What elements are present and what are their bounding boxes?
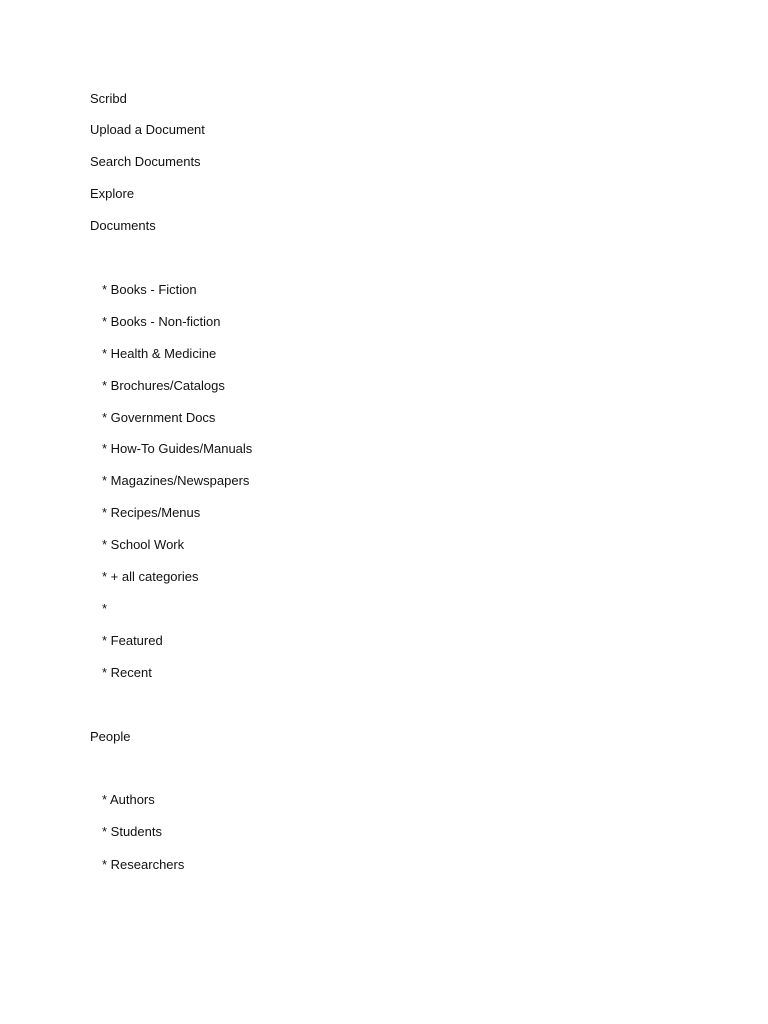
people-researchers-link[interactable]: * Researchers xyxy=(102,857,185,872)
category-all-categories[interactable]: * + all categories xyxy=(102,569,199,584)
upload-document-link[interactable]: Upload a Document xyxy=(90,122,205,137)
category-brochures-catalogs[interactable]: * Brochures/Catalogs xyxy=(102,378,225,393)
explore-link[interactable]: Explore xyxy=(90,186,135,201)
category-health-medicine[interactable]: * Health & Medicine xyxy=(102,346,217,361)
brand-link[interactable]: Scribd xyxy=(90,91,127,106)
category-books-fiction[interactable]: * Books - Fiction xyxy=(102,282,197,297)
search-documents-link[interactable]: Search Documents xyxy=(90,154,201,169)
people-authors-link[interactable]: * Authors xyxy=(102,792,155,807)
category-school-work[interactable]: * School Work xyxy=(102,537,185,552)
people-heading: People xyxy=(90,729,131,744)
recent-link[interactable]: * Recent xyxy=(102,665,152,680)
category-recipes-menus[interactable]: * Recipes/Menus xyxy=(102,505,201,520)
category-government-docs[interactable]: * Government Docs xyxy=(102,410,216,425)
featured-link[interactable]: * Featured xyxy=(102,633,163,648)
people-students-link[interactable]: * Students xyxy=(102,824,162,839)
category-magazines-newspapers[interactable]: * Magazines/Newspapers xyxy=(102,473,250,488)
documents-heading: Documents xyxy=(90,218,156,233)
empty-list-item: * xyxy=(102,601,108,616)
category-books-non-fiction[interactable]: * Books - Non-fiction xyxy=(102,314,221,329)
category-how-to-guides[interactable]: * How-To Guides/Manuals xyxy=(102,441,253,456)
